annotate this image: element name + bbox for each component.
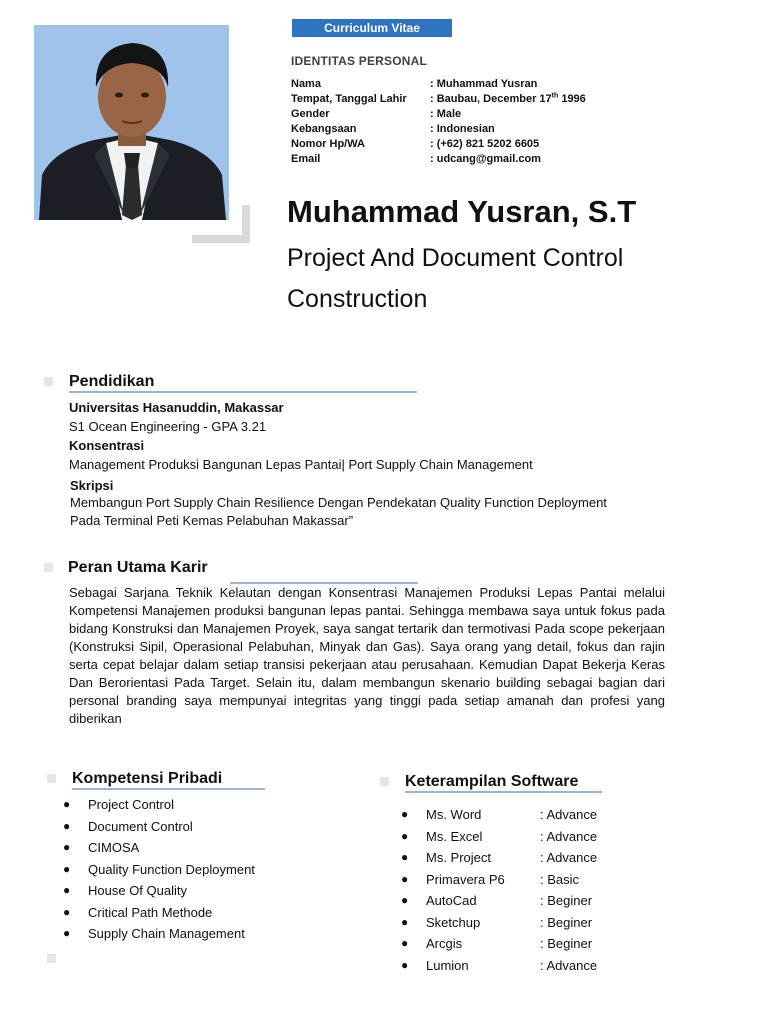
- list-item: ● Ms. Word : Advance: [426, 804, 626, 826]
- competencies-heading: Kompetensi Pribadi: [72, 770, 223, 787]
- job-title-line: Construction: [287, 285, 428, 313]
- bullet-icon: ●: [63, 883, 71, 897]
- email-link[interactable]: : udcang@gmail.com: [430, 153, 541, 165]
- list-item: ● Supply Chain Management: [88, 923, 255, 945]
- career-heading: Peran Utama Karir: [68, 559, 208, 576]
- section-marker: [47, 774, 56, 783]
- job-title: [287, 238, 727, 320]
- software-heading: Keterampilan Software: [405, 773, 579, 790]
- concentration: Management Produksi Bangunan Lepas Pantai| Port Supply Chain Management: [69, 457, 533, 472]
- section-marker: [380, 777, 389, 786]
- education-heading: Pendidikan: [69, 373, 155, 390]
- identity-value-sup: th: [551, 92, 559, 100]
- bullet-icon: ●: [63, 818, 71, 833]
- heading-rule: [69, 391, 417, 393]
- competencies-list: [63, 794, 255, 945]
- identity-value: : Baubau, December 17: [430, 93, 552, 105]
- software-list: [401, 804, 626, 976]
- identity-value-tail: 1996: [558, 93, 586, 105]
- heading-rule: [72, 788, 265, 790]
- bullet-icon: ●: [63, 926, 71, 940]
- list-item: ● Ms. Project : Advance: [426, 847, 626, 869]
- bullet-icon: ●: [401, 871, 409, 886]
- identity-row: [291, 122, 586, 137]
- bullet-icon: ●: [401, 828, 409, 843]
- identity-label: Nama: [291, 78, 321, 90]
- bullet-icon: ●: [401, 957, 409, 972]
- degree: S1 Ocean Engineering - GPA 3.21: [69, 419, 267, 434]
- heading-rule: [405, 791, 602, 793]
- bullet-icon: ●: [401, 936, 409, 950]
- bullet-icon: ●: [63, 861, 71, 876]
- career-summary: Sebagai Sarjana Teknik Kelautan dengan Konsentrasi Manajemen Produksi Lepas Pantai melalui Kompetensi Manajemen produksi bangunan lepas pantai. Sehingga membawa saya untuk fokus pada bidang Konstruksi dan Manajemen Proyek, saya sangat tertarik dan termotivasi Pada scope pekerjaan (Konstruksi Sipil, Operasional Pelabuhan, Minyak dan Gas). Saya orang yang detail, fokus dan rajin serta cepat belajar dalam setiap transisi pekerjaan atau perusahaan. Kemudian Dapat Bekerja Keras Dan Berorientasi Pada Target. Selain itu, dalam membangun skenario building sebagai bagian dari personal branding saya mempunyai integritas yang tinggi pada setiap amanah dan profesi yang diberikan: [69, 585, 665, 726]
- thesis-title: Membangun Port Supply Chain Resilience Dengan Pendekatan Quality Function Deployment: [70, 495, 607, 510]
- frame-horizontal: [192, 235, 250, 243]
- thesis-title: Pada Terminal Peti Kemas Pelabuhan Makassar”: [70, 513, 354, 528]
- job-title-line: Project And Document Control: [287, 244, 624, 272]
- thesis-label: Skripsi: [70, 478, 114, 493]
- list-item: ● House Of Quality: [88, 880, 255, 902]
- list-item: ● Arcgis : Beginer: [426, 933, 626, 955]
- section-marker: [47, 954, 56, 963]
- identity-row: [291, 92, 586, 107]
- identity-label: Kebangsaan: [291, 123, 357, 135]
- section-marker: [44, 563, 53, 572]
- identity-label: Gender: [291, 108, 330, 120]
- profile-photo: [34, 25, 229, 220]
- bullet-icon: ●: [63, 904, 71, 919]
- bullet-icon: ●: [401, 914, 409, 929]
- identity-value: : Indonesian: [430, 123, 495, 135]
- section-marker: [44, 377, 53, 386]
- identity-row: [291, 107, 586, 122]
- identity-label: Nomor Hp/WA: [291, 138, 365, 150]
- identity-label: Tempat, Tanggal Lahir: [291, 93, 407, 105]
- bullet-icon: ●: [63, 840, 71, 854]
- identity-row: [291, 77, 586, 92]
- university-name: Universitas Hasanuddin, Makassar: [69, 400, 284, 415]
- identity-value: : (+62) 821 5202 6605: [430, 138, 540, 150]
- bullet-icon: ●: [401, 893, 409, 907]
- list-item: ● Critical Path Methode: [88, 902, 255, 924]
- list-item: ● Document Control: [88, 816, 255, 838]
- bullet-icon: ●: [401, 850, 409, 864]
- bullet-icon: ●: [401, 807, 409, 821]
- list-item: ● AutoCad : Beginer: [426, 890, 626, 912]
- list-item: ● Primavera P6 : Basic: [426, 869, 626, 891]
- person-name: Muhammad Yusran, S.T: [287, 194, 637, 229]
- identity-row: [291, 152, 586, 167]
- identity-heading: IDENTITAS PERSONAL: [291, 54, 428, 68]
- list-item: ● Sketchup : Beginer: [426, 912, 626, 934]
- list-item: ● Ms. Excel : Advance: [426, 826, 626, 848]
- cv-banner: Curriculum Vitae: [292, 19, 452, 37]
- list-item: ● Quality Function Deployment: [88, 859, 255, 881]
- identity-value: : Muhammad Yusran: [430, 78, 538, 90]
- list-item: ● CIMOSA: [88, 837, 255, 859]
- bullet-icon: ●: [63, 797, 71, 811]
- concentration-label: Konsentrasi: [69, 438, 145, 453]
- photo-frame-accent: [192, 205, 252, 245]
- identity-row: [291, 137, 586, 152]
- identity-label: Email: [291, 153, 321, 165]
- list-item: ● Lumion : Advance: [426, 955, 626, 977]
- list-item: ● Project Control: [88, 794, 255, 816]
- identity-table: [291, 77, 586, 167]
- identity-value: : Male: [430, 108, 462, 120]
